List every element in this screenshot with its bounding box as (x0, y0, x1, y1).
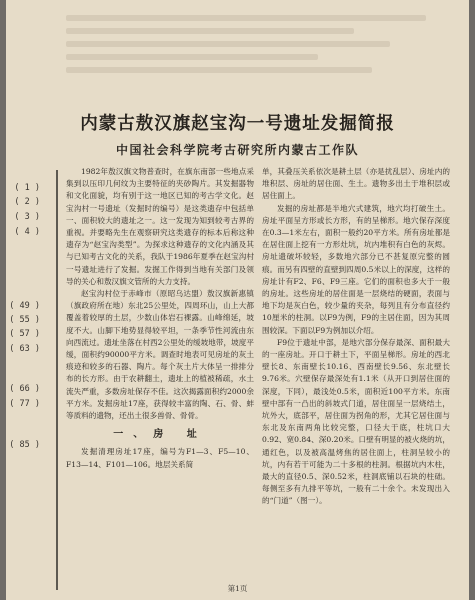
body-paragraph: 发掘的房址都是半地穴式建筑，地穴均打破生土。房址平面呈方形或长方形，有的呈梯形。地穴保存深度在0.3—1米左右，面积一般约20平方米。所有房址都是在居住面上挖有一方形灶坑，坑内堆积有白色的灰烬。房址遗破坏较轻，多数地穴部分已不甚复原完整的圆痕。而另有四壁的直壁到四周0.5米以上的深度，这样的房址计有F2、F6、F9三座。它们的面积也多大于一般的房址。这些房址的居住面是一层烧结的硬面，表面与地下均是灰白色，较少量的夹杂，每列且有分布直径约10厘米的柱洞。以F9为例，F9的主居住面，因为其周围较深。下面以F9为例加以介绍。 (262, 203, 450, 335)
article-author: 中国社会科学院考古研究所内蒙古工作队 (115, 143, 359, 157)
margin-number: ( 49 ) (9, 301, 40, 311)
document-page (6, 0, 469, 600)
margin-number: ( 66 ) (9, 384, 40, 394)
body-paragraph: 发掘清理房址17座，编号为F1—3、F5—10、F13—14、F101—106。地层关系简 (66, 447, 254, 469)
margin-number: ( 85 ) (9, 440, 40, 450)
section-heading: 一、房 址 (113, 429, 207, 441)
page-folio: 第1页 (227, 584, 248, 593)
margin-number: ( 77 ) (9, 399, 40, 409)
body-paragraph: 1982年敖汉旗文物普查时，在旗东南部一些地点采集到以压印几何纹为主要特征的夹砂陶片。其发掘器物和文化面貌，均有别于这一地区已知的考古学文化。赵宝沟村一号遗址（发掘时的编号）是这类遗存中包括单一、面积较大的遗址之一。这一发现为知到较考古界的重视。并要略先生在观察研究这类遗存的标本后称这种遗存为“赵宝沟类型”。为探求这种遗存的文化内涵及其与已知考古文化的关系，我队于1986年夏季在赵宝沟村一号遗址进行了发掘。发掘工作得到当地有关部门及领导的关心和敖汉旗文管所的大力支持。 (66, 167, 254, 286)
article-title: 内蒙古敖汉旗赵宝沟一号遗址发掘简报 (80, 114, 395, 134)
margin-rule (56, 170, 58, 590)
margin-number: ( 63 ) (9, 344, 40, 354)
margin-number: ( 1 ) (14, 183, 40, 193)
right-column (262, 166, 450, 508)
body-paragraph: 单，其叠压关系依次是耕土层（亦是扰乱层）、房址内的堆积层、房址的居住面、生土。遗物多出土于堆积层或居住面上。 (262, 167, 450, 201)
bleed-through-decoration (66, 8, 426, 88)
margin-number: ( 4 ) (14, 227, 40, 237)
margin-number: ( 2 ) (14, 197, 40, 207)
body-paragraph: F9位于遗址中部，是地穴部分保存最深、面积最大的一座房址。开口于耕土下，平面呈梯形。房址的西北壁长8、东南壁长10.16、西南壁长9.56、东北壁长9.76米。穴壁保存最深处有1.1米（从开口到居住面的深度，下同），最浅处0.5米，面积近100平方米。东南壁中部有一凸出的斜坡式门道，居住面呈一层烧结土，坑外大，底部平，居住面为拐角的形，尤其它居住面与东北及东南两角比较完整，口径大于底，柱坑口大0.92、宽0.84、深0.20米。口壁有明显的被火烧的坑，通红色，以及被高温烤焦的居住面上，柱洞呈较小的坑，内有若干可能为二十多根的柱洞。根据坑内木柱，最大的直径0.5、深0.52米，柱洞底铺以石块的柱础。每侧至多有九排平等坑，一般有二十余个。未发现出入的“门道”（图一）。 (262, 337, 450, 506)
margin-number: ( 57 ) (9, 329, 40, 339)
margin-number: ( 55 ) (9, 315, 40, 325)
margin-number: ( 3 ) (14, 212, 40, 222)
body-paragraph: 赵宝沟村位于赤峰市（原昭乌达盟）敖汉旗新惠镇（旗政府所在地）东北25公里处，四周环山，山上大都覆盖着较厚的土层，少数山体岩石裸露。山峰绵延，坡度不大。山脚下地势显得较平坦，一条季节性河流由东向西流过。遗址坐落在村西2公里处的缓坡地带，坡度平缓，面积约90000平方米。调查时地表可见房址的灰土痕迹和较多的石器、陶片。每个灰土片大体呈一排排分布的长方形。由于农耕翻土，遗址上的植被稀疏，水土流失严重，多数房址保存不佳。这次揭露面积约2000余平方米。发掘房址17座，获得较丰富的陶、石、骨、蚌等质料的遗物，还出土很多兽骨、骨骨。 (66, 289, 254, 421)
left-column (66, 166, 254, 471)
